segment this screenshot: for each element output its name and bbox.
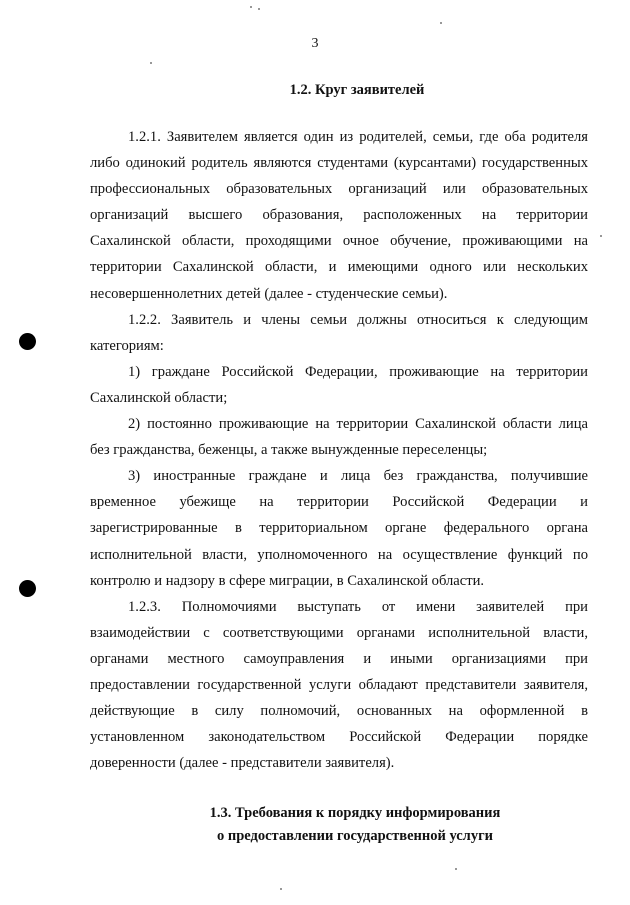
list-item-1: 1) граждане Российской Федерации, проживающие на территории Сахалинской области; [90, 363, 588, 406]
scan-speck [455, 868, 457, 870]
page-number: 3 [311, 36, 319, 51]
scan-speck [280, 888, 282, 890]
scan-speck [440, 22, 442, 24]
section-heading-1-2: 1.2. Круг заявителей [289, 82, 425, 98]
list-item-2: 2) постоянно проживающие на территории Сахалинской области лица без гражданства, беженцы, а также вынужденные переселенцы; [90, 416, 588, 459]
section-heading-1-3 [40, 802, 630, 848]
section-heading-1-3-line-2: о предоставлении государственной услуги [216, 828, 494, 844]
scan-speck [250, 6, 252, 8]
paragraph-1-2-1: 1.2.1. Заявителем является один из родителей, семьи, где оба родителя либо одинокий родитель являются студентами (курсантами) государственных профессиональных образовательных организаций или образовательных организаций высшего образования, расположенных на территории Сахалинской области, проходящими очное обучение, проживающими на территории Сахалинской области, и имеющими одного или нескольких несовершеннолетних детей (далее - студенческие семьи). [90, 129, 588, 302]
paragraph-1-2-3: 1.2.3. Полномочиями выступать от имени заявителей при взаимодействии с соответствующими органами исполнительной власти, органами местного самоуправления и иными организациями при предоставлении государственной услуги обладают представители заявителя, действующие в силу полномочий, основанных на оформленной в установленном законодательством Российской Федерации порядке доверенности (далее - представители заявителя). [90, 598, 588, 772]
scan-speck [258, 8, 260, 10]
section-body [90, 124, 588, 776]
section-heading-1-3-line-1: 1.3. Требования к порядку информирования [209, 805, 501, 821]
punch-hole-bottom [19, 580, 36, 597]
list-item-3: 3) иностранные граждане и лица без гражданства, получившие временное убежище на территории Российской Федерации и зарегистрированные в территориальном органе федерального органа исполнительной власти, уполномоченного на осуществление функций по контролю и надзору в сфере миграции, в Сахалинской области. [90, 468, 588, 589]
punch-hole-top [19, 333, 36, 350]
scan-speck [150, 62, 152, 64]
paragraph-1-2-2: 1.2.2. Заявитель и члены семьи должны относиться к следующим категориям: [90, 311, 588, 354]
scan-speck [600, 235, 602, 237]
